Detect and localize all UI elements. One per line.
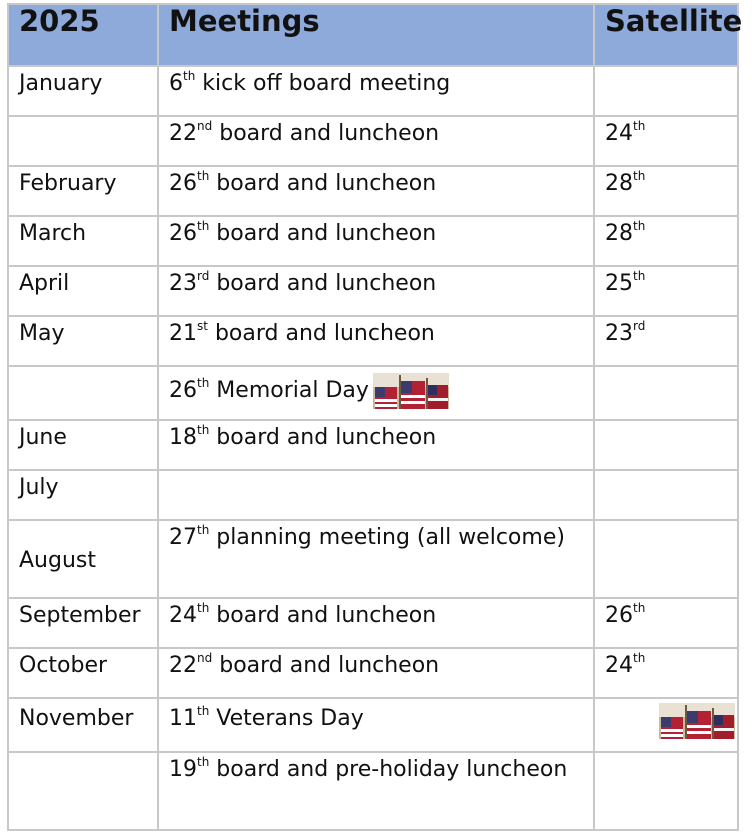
satellite-cell xyxy=(594,66,738,116)
meeting-cell: 23rd board and luncheon xyxy=(158,266,594,316)
table-row xyxy=(8,698,738,752)
meetings-table xyxy=(7,3,743,831)
table-row xyxy=(8,316,738,366)
table-row xyxy=(8,116,738,166)
meeting-cell: 26th board and luncheon xyxy=(158,216,594,266)
satellite-header: Satellite xyxy=(594,4,738,66)
table-row xyxy=(8,420,738,470)
satellite-cell: 28th xyxy=(594,166,738,216)
table-row xyxy=(8,470,738,520)
meeting-cell: 6th kick off board meeting xyxy=(158,66,594,116)
american-flags-icon xyxy=(373,373,449,409)
meeting-cell: 19th board and pre-holiday luncheon xyxy=(158,752,594,830)
table-row xyxy=(8,66,738,116)
month-cell xyxy=(8,116,158,166)
meeting-cell: 26th board and luncheon xyxy=(158,166,594,216)
meeting-cell: 22nd board and luncheon xyxy=(158,116,594,166)
satellite-cell: 24th xyxy=(594,648,738,698)
satellite-cell xyxy=(594,752,738,830)
month-cell xyxy=(8,366,158,420)
month-cell: July xyxy=(8,470,158,520)
month-cell: January xyxy=(8,66,158,116)
satellite-cell xyxy=(594,698,738,752)
satellite-cell: 23rd xyxy=(594,316,738,366)
month-cell: October xyxy=(8,648,158,698)
month-cell: September xyxy=(8,598,158,648)
meeting-cell: 26th Memorial Day xyxy=(158,366,594,420)
american-flags-icon xyxy=(659,703,735,739)
satellite-cell xyxy=(594,420,738,470)
month-cell: November xyxy=(8,698,158,752)
satellite-cell: 24th xyxy=(594,116,738,166)
satellite-cell xyxy=(594,520,738,598)
month-cell: February xyxy=(8,166,158,216)
satellite-cell xyxy=(594,470,738,520)
month-cell: June xyxy=(8,420,158,470)
table-row xyxy=(8,266,738,316)
table-row xyxy=(8,598,738,648)
meeting-cell: 27th planning meeting (all welcome) xyxy=(158,520,594,598)
table-row xyxy=(8,166,738,216)
satellite-cell: 25th xyxy=(594,266,738,316)
meeting-cell: 18th board and luncheon xyxy=(158,420,594,470)
meeting-cell xyxy=(158,470,594,520)
year-header: 2025 xyxy=(8,4,158,66)
meeting-cell: 24th board and luncheon xyxy=(158,598,594,648)
satellite-cell xyxy=(594,366,738,420)
month-cell: March xyxy=(8,216,158,266)
satellite-cell: 26th xyxy=(594,598,738,648)
meeting-cell: 22nd board and luncheon xyxy=(158,648,594,698)
meeting-cell: 21st board and luncheon xyxy=(158,316,594,366)
meeting-cell: 11th Veterans Day xyxy=(158,698,594,752)
table-row xyxy=(8,520,738,598)
table-row xyxy=(8,648,738,698)
table-row xyxy=(8,366,738,420)
month-cell: August xyxy=(8,520,158,598)
month-cell xyxy=(8,752,158,830)
meetings-header: Meetings xyxy=(158,4,594,66)
table-row xyxy=(8,216,738,266)
table-row xyxy=(8,752,738,830)
satellite-cell: 28th xyxy=(594,216,738,266)
table-header-row xyxy=(8,4,738,66)
month-cell: April xyxy=(8,266,158,316)
month-cell: May xyxy=(8,316,158,366)
